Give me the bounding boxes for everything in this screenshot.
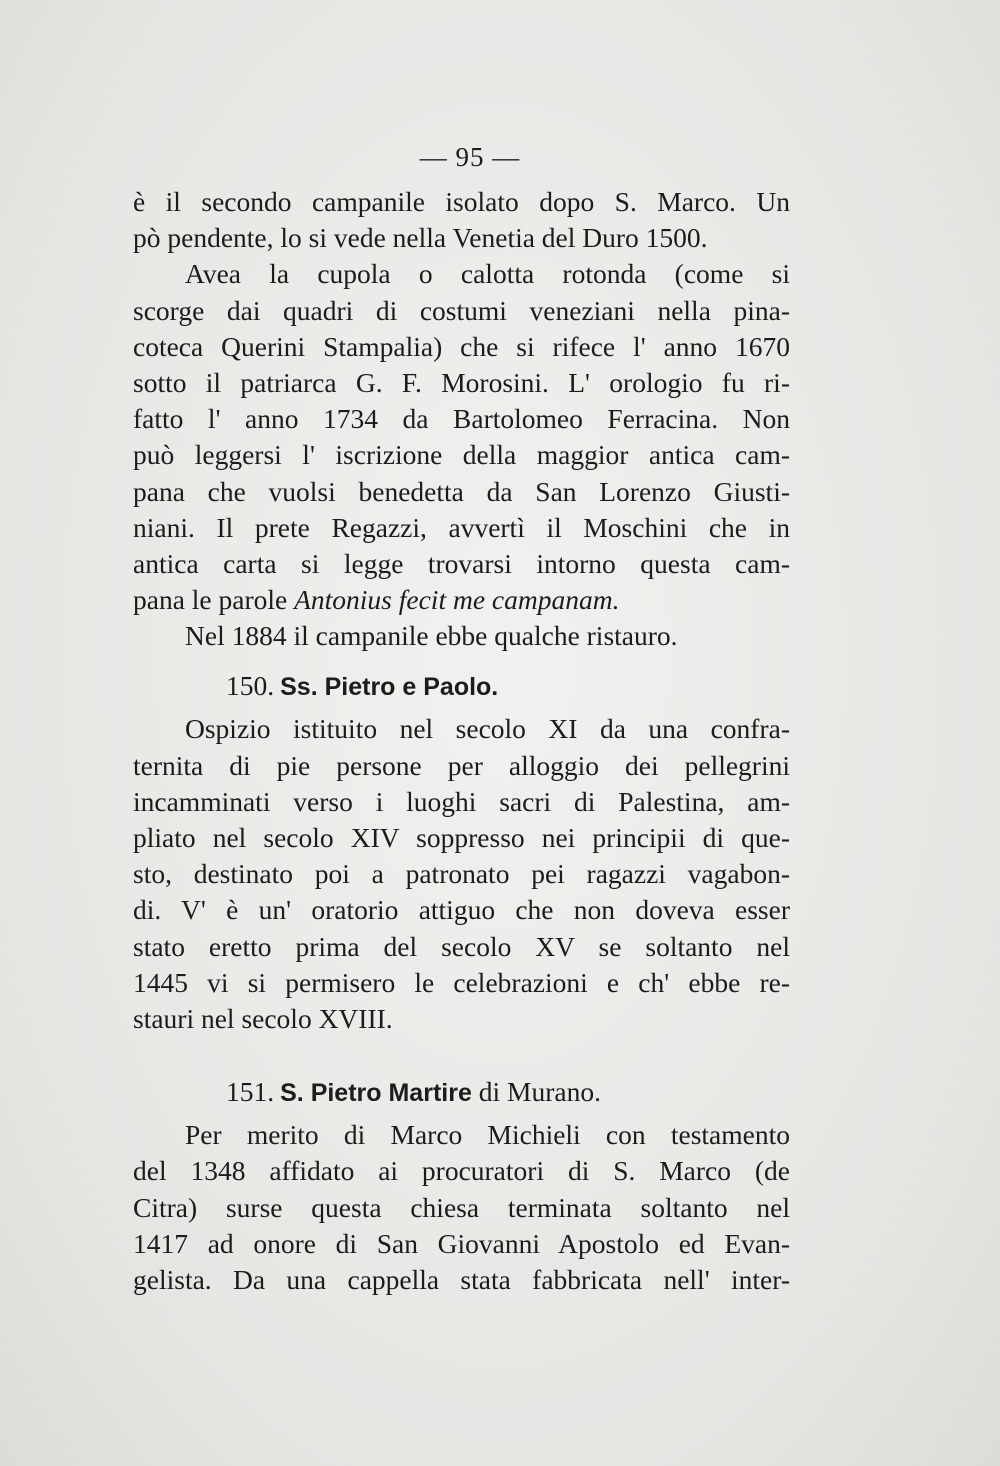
text-line: pò pendente, lo si vede nella Venetia del Duro 1500. [133,222,708,254]
text-line: di. V' è un' oratorio attiguo che non doveva esser [133,894,790,926]
text-line: sotto il patriarca G. F. Morosini. L' orologio fu ri- [133,366,790,398]
text-line: incamminati verso i luoghi sacri di Palestina, am- [133,785,790,817]
text-line: stauri nel secolo XVIII. [133,1002,393,1034]
text-line: Ospizio istituito nel secolo XI da una confra- [185,713,790,745]
text-line: pliato nel secolo XIV soppresso nei principii di que- [133,822,790,853]
text-line: è il secondo campanile isolato dopo S. Marco. Un [133,186,790,217]
text-line: coteca Querini Stampalia) che si rifece l' anno 1670 [133,330,790,362]
section-heading-151 [133,1072,790,1112]
text-line: fatto l' anno 1734 da Bartolomeo Ferracina. Non [133,403,790,435]
body-text [133,184,790,1298]
section-number: 151. [226,1076,275,1108]
text-line: stato eretto prima del secolo XV se soltanto nel [133,930,790,962]
text-line: del 1348 affidato ai procuratori di S. Marco (de [133,1155,790,1187]
text-line: niani. Il prete Regazzi, avvertì il Moschini che in [133,511,790,543]
text-line: sto, destinato poi a patronato pei ragazzi vagabon- [133,858,790,890]
text-line: Per merito di Marco Michieli con testamento [185,1119,790,1151]
section-title: Ss. Pietro e Paolo. [280,673,499,702]
text-line: Avea la cupola o calotta rotonda (come si [185,258,790,290]
text-line: pana che vuolsi benedetta da San Lorenzo Giusti- [133,475,790,507]
section-number: 150. [226,670,275,702]
italic-phrase: Antonius fecit me campanam. [294,584,620,616]
text-line: Nel 1884 il campanile ebbe qualche ristauro. [185,620,678,652]
section-heading-150 [133,666,790,706]
text-line: può leggersi l' iscrizione della maggior antica cam- [133,439,790,471]
text-line [133,582,790,618]
text-line: 1417 ad onore di San Giovanni Apostolo ed Evan- [133,1227,790,1259]
text-line: gelista. Da una cappella stata fabbricata nell' inter- [133,1263,790,1295]
text-line: ternita di pie persone per alloggio dei pellegrini [133,749,790,781]
section-title: S. Pietro Martire [280,1079,472,1108]
section-title-suffix: di Murano. [471,1076,601,1108]
page-number: — 95 — [419,142,521,172]
text-fragment: pana le parole [133,584,295,616]
text-line: scorge dai quadri di costumi veneziani nella pina- [133,294,790,326]
text-line: 1445 vi si permisero le celebrazioni e ch' ebbe re- [133,966,790,998]
text-line: Citra) surse questa chiesa terminata soltanto nel [133,1191,790,1223]
text-line: antica carta si legge trovarsi intorno questa cam- [133,547,790,579]
